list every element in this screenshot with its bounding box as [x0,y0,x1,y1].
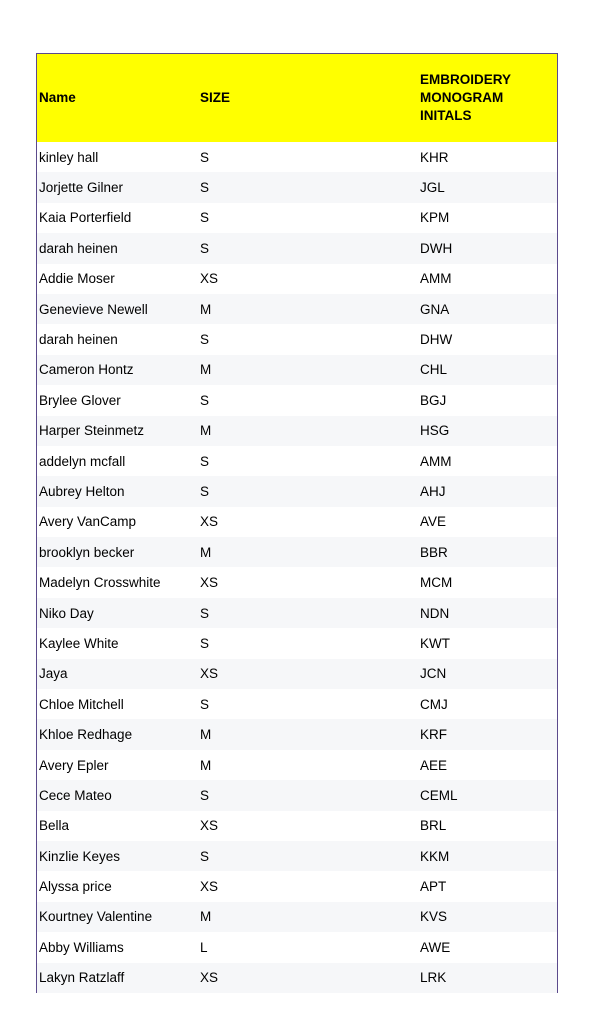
cell-name: Jaya [39,666,68,682]
cell-size: S [200,483,210,499]
cell-size: S [200,240,210,256]
cell-size: S [200,605,210,621]
cell-initials: AVE [420,514,447,530]
table-row [37,172,558,202]
cell-size: S [200,210,210,226]
table-row [37,750,558,780]
cell-initials: AMM [420,453,452,469]
cell-name: Khloe Redhage [39,727,133,743]
cell-size: XS [200,970,219,986]
table-row [37,598,558,628]
cell-name: Harper Steinmetz [39,423,145,439]
cell-name: darah heinen [39,240,118,256]
cell-initials: AMM [420,271,452,287]
cell-size: XS [200,271,219,287]
table-row [37,811,558,841]
cell-initials: MCM [420,575,453,591]
column-header-size: SIZE [200,90,231,105]
cell-initials: APT [420,879,447,895]
cell-initials: NDN [420,605,450,621]
header-row [37,54,558,142]
table-row [37,963,558,993]
cell-name: Chloe Mitchell [39,696,124,712]
cell-size: M [200,423,212,439]
cell-size: S [200,392,210,408]
cell-initials: AWE [420,939,451,955]
cell-name: Jorjette Gilner [39,180,124,196]
table-row [37,385,558,415]
cell-initials: DHW [420,332,453,348]
table-row [37,537,558,567]
cell-initials: JCN [420,666,447,682]
table-row [37,871,558,901]
cell-initials: BRL [420,818,447,834]
table-row [37,659,558,689]
cell-name: Niko Day [39,605,94,621]
table-row [37,689,558,719]
cell-initials: CEML [420,787,458,803]
cell-name: Alyssa price [39,879,112,895]
table-row [37,324,558,354]
cell-name: addelyn mcfall [39,453,126,469]
cell-name: Lakyn Ratzlaff [39,970,125,986]
cell-initials: CHL [420,362,448,378]
table-row [37,628,558,658]
cell-size: M [200,757,212,773]
table-row [37,507,558,537]
cell-size: S [200,149,210,165]
cell-name: Addie Moser [39,271,115,287]
cell-initials: KKM [420,848,450,864]
cell-name: Cameron Hontz [39,362,134,378]
cell-name: Madelyn Crosswhite [39,575,161,591]
cell-size: M [200,301,212,317]
cell-name: Bella [39,818,70,834]
cell-size: XS [200,818,219,834]
cell-size: S [200,332,210,348]
table-row [37,203,558,233]
cell-size: S [200,453,210,469]
cell-initials: KVS [420,909,448,925]
cell-initials: KHR [420,149,449,165]
monogram-order-table [37,54,558,993]
table-row [37,780,558,810]
column-header-monogram: EMBROIDERY MONOGRAM INITALS [420,72,512,123]
cell-size: XS [200,879,219,895]
cell-name: Kaylee White [39,635,119,651]
cell-name: Brylee Glover [39,392,121,408]
cell-name: Avery Epler [39,757,109,773]
cell-initials: AHJ [420,483,446,499]
cell-size: M [200,544,212,560]
table-row [37,446,558,476]
cell-name: Abby Williams [39,939,124,955]
cell-name: Cece Mateo [39,787,112,803]
cell-size: M [200,727,212,743]
cell-name: Avery VanCamp [39,514,137,530]
cell-initials: DWH [420,240,453,256]
cell-name: kinley hall [39,149,99,165]
cell-initials: KRF [420,727,447,743]
column-header-name: Name [39,90,76,105]
cell-size: S [200,848,210,864]
table-row [37,294,558,324]
cell-size: S [200,635,210,651]
table-row [37,719,558,749]
cell-initials: BBR [420,544,448,560]
cell-initials: BGJ [420,392,447,408]
cell-size: XS [200,575,219,591]
cell-name: Kinzlie Keyes [39,848,121,864]
cell-name: Aubrey Helton [39,483,125,499]
cell-name: Kourtney Valentine [39,909,153,925]
cell-name: darah heinen [39,332,118,348]
table-row [37,233,558,263]
cell-size: S [200,696,210,712]
table-row [37,355,558,385]
cell-size: S [200,787,210,803]
table-row [37,902,558,932]
cell-initials: KWT [420,635,450,651]
cell-size: S [200,180,210,196]
cell-size: L [200,939,208,955]
table-row [37,416,558,446]
table-row [37,567,558,597]
cell-size: XS [200,666,219,682]
cell-size: XS [200,514,219,530]
cell-initials: KPM [420,210,450,226]
cell-name: brooklyn becker [39,544,135,560]
cell-initials: HSG [420,423,450,439]
table-row [37,932,558,962]
cell-size: M [200,362,212,378]
cell-name: Genevieve Newell [39,301,148,317]
cell-initials: CMJ [420,696,448,712]
table-row [37,142,558,172]
cell-initials: GNA [420,301,450,317]
table-row [37,264,558,294]
table-row [37,476,558,506]
cell-initials: AEE [420,757,448,773]
spreadsheet-page [36,53,558,993]
cell-initials: JGL [420,180,445,196]
cell-name: Kaia Porterfield [39,210,132,226]
cell-size: M [200,909,212,925]
cell-initials: LRK [420,970,447,986]
table-row [37,841,558,871]
